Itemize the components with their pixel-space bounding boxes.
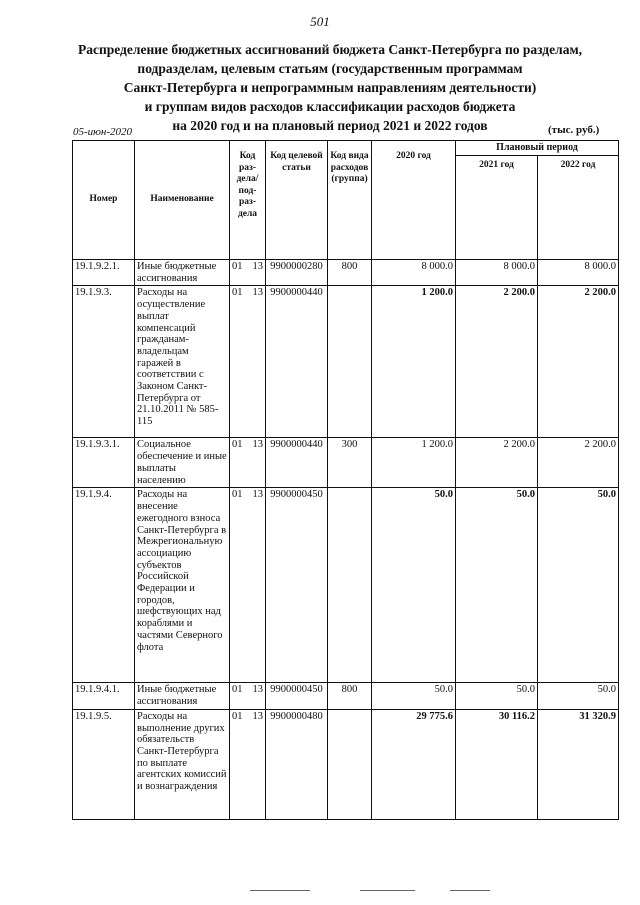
header-2020: 2020 год: [372, 141, 456, 260]
header-target: Код целевой статьи: [266, 141, 328, 260]
row-2020: 29 775.6: [372, 709, 456, 819]
row-2022: 31 320.9: [538, 709, 619, 819]
row-razdel-code: 01: [232, 489, 243, 501]
row-target: 9900000440: [266, 286, 328, 438]
row-2021: 2 200.0: [456, 438, 538, 488]
row-2022: 2 200.0: [538, 286, 619, 438]
row-target: 9900000450: [266, 683, 328, 709]
table-row: [73, 709, 619, 819]
row-podrazdel-code: 13: [252, 287, 263, 299]
row-2021: 30 116.2: [456, 709, 538, 819]
row-2022: 50.0: [538, 683, 619, 709]
row-razdel-code: 01: [232, 684, 243, 696]
header-vid: Код вида расходов (группа): [328, 141, 372, 260]
row-2020: 1 200.0: [372, 438, 456, 488]
document-date: 05-июн-2020: [73, 126, 133, 138]
header-name: Наименование: [135, 141, 230, 260]
row-target: 9900000480: [266, 709, 328, 819]
row-razdel: [230, 286, 266, 438]
row-2021: 8 000.0: [456, 260, 538, 286]
row-razdel: [230, 438, 266, 488]
row-number: 19.1.9.2.1.: [73, 260, 135, 286]
units-label: (тыс. руб.): [548, 124, 600, 136]
row-vid: 800: [328, 260, 372, 286]
row-number: 19.1.9.3.: [73, 286, 135, 438]
table-row: [73, 488, 619, 683]
header-razdel: Код раз-дела/ под-раз-дела: [230, 141, 266, 260]
row-2020: 1 200.0: [372, 286, 456, 438]
row-vid: [328, 488, 372, 683]
row-2021: 50.0: [456, 683, 538, 709]
row-razdel-code: 01: [232, 439, 243, 451]
title-line-4: и группам видов расходов классификации расходов бюджета: [144, 99, 516, 114]
row-2020: 50.0: [372, 488, 456, 683]
row-vid: 800: [328, 683, 372, 709]
row-podrazdel-code: 13: [252, 710, 263, 722]
row-podrazdel-code: 13: [252, 489, 263, 501]
row-2022: 2 200.0: [538, 438, 619, 488]
row-vid: [328, 286, 372, 438]
row-razdel: [230, 260, 266, 286]
row-number: 19.1.9.3.1.: [73, 438, 135, 488]
row-2022: 8 000.0: [538, 260, 619, 286]
budget-table: [72, 140, 619, 820]
header-2022: 2022 год: [538, 156, 619, 260]
title-line-1: Распределение бюджетных ассигнований бюджета Санкт-Петербурга по разделам,: [77, 42, 583, 57]
bottom-scan-marks: [250, 890, 500, 896]
row-2020: 8 000.0: [372, 260, 456, 286]
row-razdel-code: 01: [232, 261, 243, 272]
table-row: [73, 286, 619, 438]
row-name: Социальное обеспечение и иные выплаты населению: [135, 438, 230, 488]
row-name: Расходы на выполнение других обязательств Санкт-Петербурга по выплате агентских комиссий и вознаграждения: [135, 709, 230, 819]
row-2020: 50.0: [372, 683, 456, 709]
row-razdel-code: 01: [232, 710, 243, 722]
row-target: 9900000440: [266, 438, 328, 488]
row-name: Расходы на осуществление выплат компенсаций гражданам-владельцам гаражей в соответствии с Законом Санкт-Петербурга от 21.10.2011 № 585-115: [135, 286, 230, 438]
table-row: [73, 260, 619, 286]
row-2021: 50.0: [456, 488, 538, 683]
row-podrazdel-code: 13: [252, 684, 263, 696]
row-razdel: [230, 709, 266, 819]
row-razdel-code: 01: [232, 287, 243, 299]
table-row: [73, 438, 619, 488]
table-body: [73, 260, 619, 820]
row-podrazdel-code: 13: [252, 261, 263, 272]
header-number: Номер: [73, 141, 135, 260]
row-name: Иные бюджетные ассигнования: [135, 260, 230, 286]
row-vid: [328, 709, 372, 819]
row-target: 9900000280: [266, 260, 328, 286]
row-number: 19.1.9.4.1.: [73, 683, 135, 709]
row-razdel: [230, 488, 266, 683]
title-line-5: на 2020 год и на плановый период 2021 и 2022 годов: [172, 118, 488, 133]
row-number: 19.1.9.5.: [73, 709, 135, 819]
page-number: 501: [310, 14, 330, 29]
title-line-3: Санкт-Петербурга и непрограммным направлениям деятельности): [123, 80, 537, 95]
row-podrazdel-code: 13: [252, 439, 263, 451]
row-name: Иные бюджетные ассигнования: [135, 683, 230, 709]
table-row: [73, 683, 619, 709]
title-line-2: подразделам, целевым статьям (государственным программам: [137, 61, 523, 76]
row-vid: 300: [328, 438, 372, 488]
header-2021: 2021 год: [456, 156, 538, 260]
row-number: 19.1.9.4.: [73, 488, 135, 683]
row-target: 9900000450: [266, 488, 328, 683]
row-2021: 2 200.0: [456, 286, 538, 438]
document-title: [70, 40, 590, 135]
header-plan-period: Плановый период: [456, 141, 619, 156]
row-2022: 50.0: [538, 488, 619, 683]
row-name: Расходы на внесение ежегодного взноса Санкт-Петербурга в Межрегиональную ассоциацию субъектов Российской Федерации и городов, шефствующих над кораблями и частями Северного флота: [135, 488, 230, 683]
row-razdel: [230, 683, 266, 709]
